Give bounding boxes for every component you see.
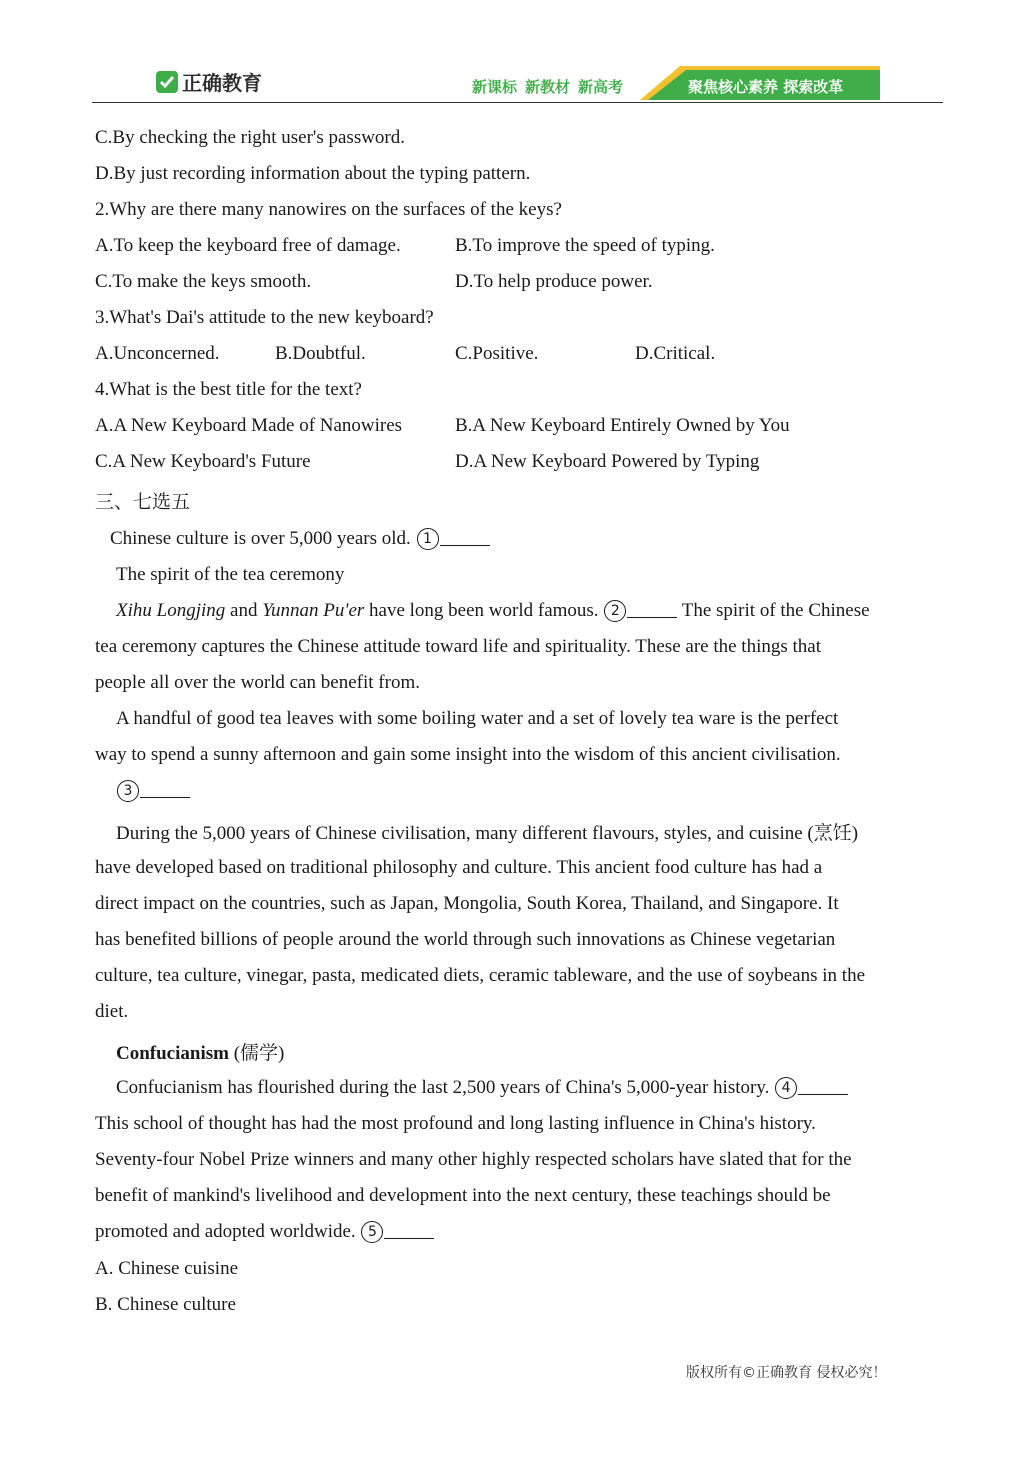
food-paragraph-line: culture, tea culture, vinegar, pasta, medicated diets, ceramic tableware, and the use of soybeans in the — [95, 965, 866, 986]
copyright-footer: 版权所有©正确教育 侵权必究！ — [686, 1365, 887, 1381]
brand-logo — [156, 67, 262, 96]
food-paragraph-line: direct impact on the countries, such as Japan, Mongolia, South Korea, Thailand, and Singapore. It — [95, 893, 839, 914]
slogan-item: 新课标 — [472, 78, 518, 96]
tea-name-italic: Xihu Longjing — [116, 600, 226, 621]
food-paragraph-line: have developed based on traditional philosophy and culture. This ancient food culture has had a — [95, 857, 823, 878]
intro-text: Chinese culture is over 5,000 years old. — [110, 528, 411, 549]
food-paragraph-line: diet. — [95, 1001, 129, 1022]
blank-number: 1 — [417, 528, 439, 550]
answer-blank — [440, 531, 490, 546]
q3-option-d: D.Critical. — [635, 343, 716, 364]
q2-option-b: B.To improve the speed of typing. — [455, 235, 715, 256]
q3-option-a: A.Unconcerned. — [95, 343, 220, 364]
q4-option-c: C.A New Keyboard's Future — [95, 451, 311, 472]
answer-option-a: A. Chinese cuisine — [95, 1258, 239, 1279]
slogan-left — [472, 76, 631, 97]
subheading-bold: Confucianism — [116, 1043, 229, 1064]
slogan-item: 新高考 — [578, 78, 624, 96]
tea-paragraph-line: way to spend a sunny afternoon and gain some insight into the wisdom of this ancient civilisation. — [95, 744, 841, 765]
confucianism-paragraph-line — [116, 1077, 848, 1099]
q2-option-a: A.To keep the keyboard free of damage. — [95, 235, 401, 256]
answer-option-b: B. Chinese culture — [95, 1294, 236, 1315]
q3-option-c: C.Positive. — [455, 343, 539, 364]
confucianism-paragraph-line: This school of thought has had the most profound and long lasting influence in China's history. — [95, 1113, 816, 1134]
intro-line — [110, 528, 490, 550]
subheading-rest: (儒学) — [228, 1043, 285, 1064]
q4-option-a: A.A New Keyboard Made of Nanowires — [95, 415, 403, 436]
section-heading: 三、七选五 — [95, 492, 191, 513]
slogan-item: 新教材 — [525, 78, 571, 96]
header-rule — [92, 102, 943, 103]
tea-name-italic: Yunnan Pu'er — [262, 600, 365, 621]
text-fragment: have long been world famous. — [364, 600, 599, 621]
answer-blank — [384, 1224, 434, 1239]
blank-number: 5 — [361, 1221, 383, 1243]
tea-paragraph-line — [116, 600, 870, 622]
answer-blank — [627, 603, 677, 618]
logo-text: 正确教育 — [182, 71, 262, 95]
q2-option-d: D.To help produce power. — [455, 271, 653, 292]
answer-blank — [140, 783, 190, 798]
confucianism-paragraph-line: Seventy-four Nobel Prize winners and many other highly respected scholars have slated that for the — [95, 1149, 852, 1170]
q1-option-c: C.By checking the right user's password. — [95, 127, 406, 148]
blank-line-3 — [116, 780, 190, 802]
subheading-tea: The spirit of the tea ceremony — [116, 564, 345, 585]
text-fragment: The spirit of the Chinese — [677, 600, 870, 621]
food-paragraph-line: has benefited billions of people around the world through such innovations as Chinese vegetarian — [95, 929, 836, 950]
question-2: 2.Why are there many nanowires on the surfaces of the keys? — [95, 199, 562, 220]
tea-paragraph-line: tea ceremony captures the Chinese attitude toward life and spirituality. These are the things that — [95, 636, 821, 657]
food-paragraph-line: During the 5,000 years of Chinese civilisation, many different flavours, styles, and cuisine (烹饪) — [116, 823, 859, 844]
slogan-right: 聚焦核心素养 探索改革 — [688, 78, 844, 96]
question-4: 4.What is the best title for the text? — [95, 379, 362, 400]
subheading-confucianism — [116, 1038, 284, 1065]
page-header — [92, 62, 943, 104]
check-icon — [156, 71, 178, 93]
blank-number: 2 — [604, 600, 626, 622]
confucianism-paragraph-line — [95, 1221, 434, 1243]
text-fragment: promoted and adopted worldwide. — [95, 1221, 356, 1242]
q2-option-c: C.To make the keys smooth. — [95, 271, 312, 292]
answer-blank — [798, 1080, 848, 1095]
q1-option-d: D.By just recording information about the typing pattern. — [95, 163, 531, 184]
q4-option-d: D.A New Keyboard Powered by Typing — [455, 451, 760, 472]
question-3: 3.What's Dai's attitude to the new keyboard? — [95, 307, 434, 328]
q3-option-b: B.Doubtful. — [275, 343, 366, 364]
q4-option-b: B.A New Keyboard Entirely Owned by You — [455, 415, 790, 436]
blank-number: 3 — [117, 780, 139, 802]
tea-paragraph-line: A handful of good tea leaves with some boiling water and a set of lovely tea ware is the perfect — [116, 708, 839, 729]
tea-paragraph-line: people all over the world can benefit from. — [95, 672, 420, 693]
text-fragment: and — [225, 600, 263, 621]
confucianism-paragraph-line: benefit of mankind's livelihood and development into the next century, these teachings should be — [95, 1185, 831, 1206]
text-fragment: Confucianism has flourished during the last 2,500 years of China's 5,000-year history. — [116, 1077, 770, 1098]
blank-number: 4 — [775, 1077, 797, 1099]
